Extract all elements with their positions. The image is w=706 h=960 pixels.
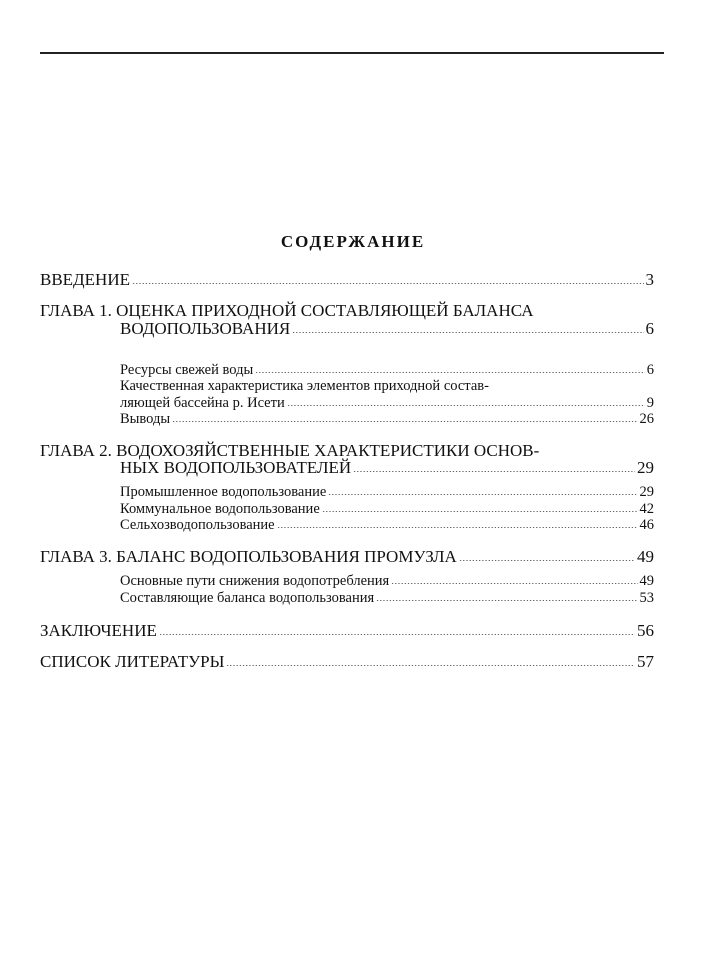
dot-leader bbox=[255, 372, 645, 373]
toc-entry-introduction bbox=[40, 270, 654, 290]
entry-text: ВВЕДЕНИЕ bbox=[40, 270, 130, 289]
toc-entry-references bbox=[40, 652, 654, 672]
entry-text: Сельхозводопользование bbox=[120, 517, 275, 533]
entry-text: СПИСОК ЛИТЕРАТУРЫ bbox=[40, 652, 225, 671]
page-number: 9 bbox=[646, 395, 654, 411]
toc-entry-chapter2-line2 bbox=[120, 458, 654, 478]
page-number: 29 bbox=[639, 484, 654, 500]
entry-text: Качественная характеристика элементов приходной состав- bbox=[120, 378, 489, 394]
page-number: 3 bbox=[645, 270, 654, 289]
toc-entry-quality-line2 bbox=[120, 395, 654, 412]
dot-leader bbox=[277, 527, 638, 528]
toc-entry-municipal bbox=[120, 501, 654, 518]
page-number: 56 bbox=[637, 621, 654, 640]
dot-leader bbox=[287, 405, 645, 406]
toc-entry-agricultural bbox=[120, 517, 654, 534]
dot-leader bbox=[159, 634, 635, 635]
dot-leader bbox=[322, 511, 638, 512]
entry-text: ЗАКЛЮЧЕНИЕ bbox=[40, 621, 157, 640]
entry-text: Основные пути снижения водопотребления bbox=[120, 573, 390, 589]
entry-text: ГЛАВА 1. ОЦЕНКА ПРИХОДНОЙ СОСТАВЛЯЮЩЕЙ БАЛАНСА bbox=[40, 301, 534, 320]
header-rule bbox=[40, 52, 664, 54]
entry-text: НЫХ ВОДОПОЛЬЗОВАТЕЛЕЙ bbox=[120, 458, 352, 477]
toc-entry-conclusions bbox=[120, 411, 654, 428]
dot-leader bbox=[132, 283, 644, 284]
dot-leader bbox=[391, 583, 637, 584]
toc-entry-industrial bbox=[120, 484, 654, 501]
page-number: 6 bbox=[645, 319, 654, 338]
entry-text: ляющей бассейна р. Исети bbox=[120, 395, 285, 411]
page-title: СОДЕРЖАНИЕ bbox=[280, 232, 426, 251]
dot-leader bbox=[226, 665, 635, 666]
toc-entry-fresh-water bbox=[120, 362, 654, 379]
entry-text: ГЛАВА 2. ВОДОХОЗЯЙСТВЕННЫЕ ХАРАКТЕРИСТИКИ ОСНОВ- bbox=[40, 441, 540, 460]
dot-leader bbox=[459, 560, 635, 561]
entry-text: Выводы bbox=[120, 411, 171, 427]
entry-text: ГЛАВА 3. БАЛАНС ВОДОПОЛЬЗОВАНИЯ ПРОМУЗЛА bbox=[40, 547, 457, 566]
page-number: 29 bbox=[637, 458, 654, 477]
entry-text: ВОДОПОЛЬЗОВАНИЯ bbox=[120, 319, 291, 338]
toc-entry-chapter1-line2 bbox=[120, 319, 654, 339]
page-number: 57 bbox=[637, 652, 654, 671]
page-number: 6 bbox=[646, 362, 654, 378]
page-number: 49 bbox=[637, 547, 654, 566]
dot-leader bbox=[172, 421, 637, 422]
toc-entry-chapter1-line1 bbox=[40, 301, 654, 321]
dot-leader bbox=[292, 332, 643, 333]
page-number: 46 bbox=[639, 517, 654, 533]
toc-entry-conclusion bbox=[40, 621, 654, 641]
toc-entry-balance-components bbox=[120, 590, 654, 607]
toc-entry-reduction bbox=[120, 573, 654, 590]
entry-text: Составляющие баланса водопользования bbox=[120, 590, 375, 606]
dot-leader bbox=[353, 471, 635, 472]
entry-text: Промышленное водопользование bbox=[120, 484, 327, 500]
page-number: 53 bbox=[639, 590, 654, 606]
page-number: 49 bbox=[639, 573, 654, 589]
page-number: 26 bbox=[639, 411, 654, 427]
toc-entry-chapter3 bbox=[40, 547, 654, 567]
dot-leader bbox=[328, 494, 637, 495]
entry-text: Коммунальное водопользование bbox=[120, 501, 320, 517]
toc-entry-quality-line1 bbox=[120, 378, 654, 395]
page-number: 42 bbox=[639, 501, 654, 517]
dot-leader bbox=[376, 600, 637, 601]
entry-text: Ресурсы свежей воды bbox=[120, 362, 254, 378]
